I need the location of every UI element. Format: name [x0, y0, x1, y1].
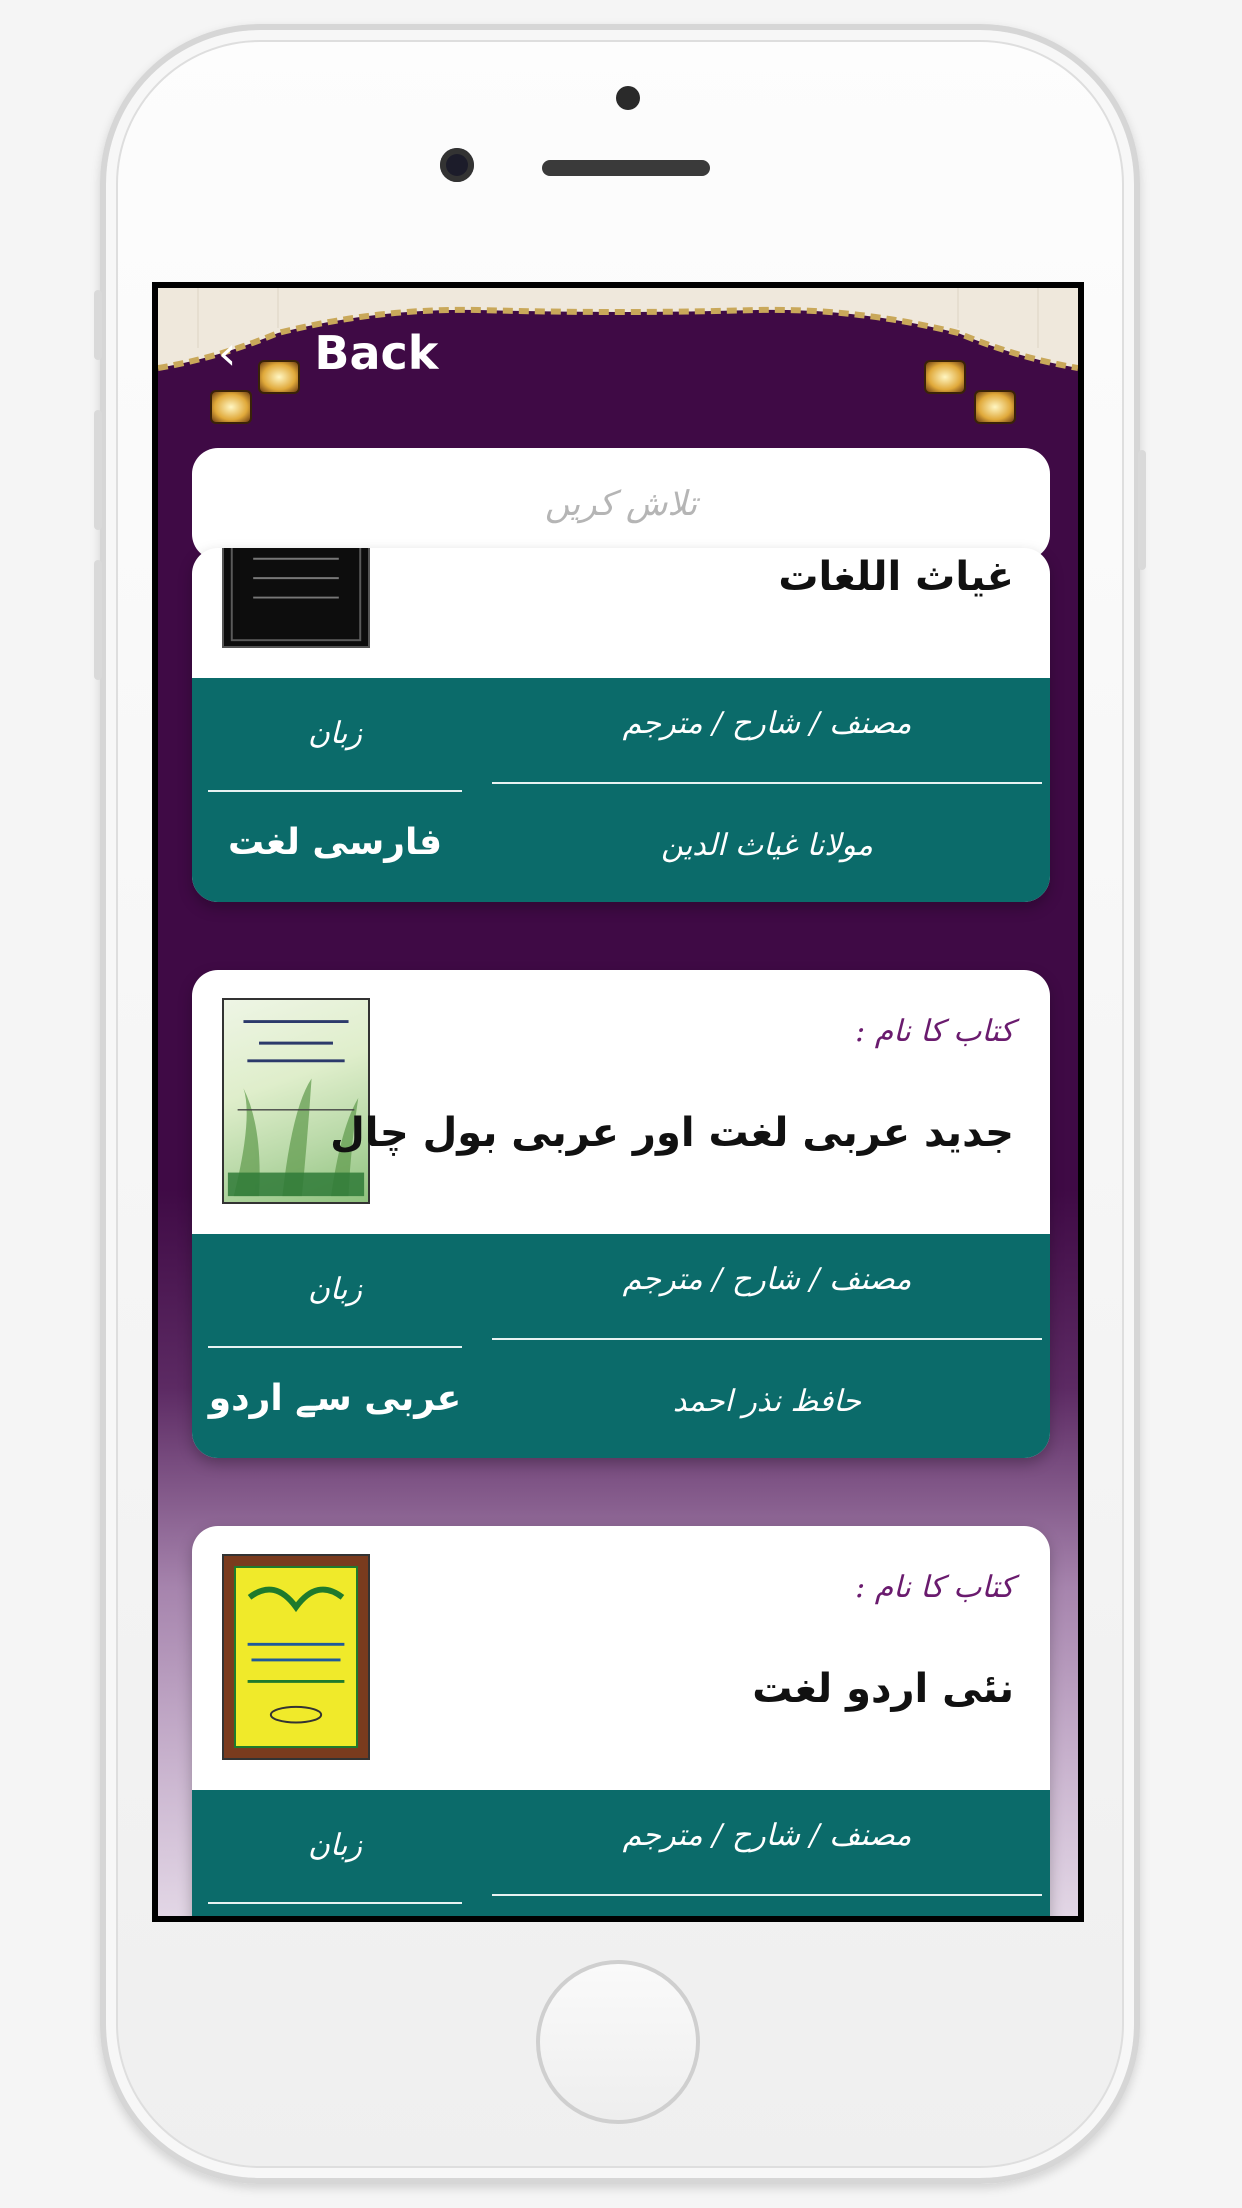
lantern-icon	[210, 390, 252, 424]
volume-down-button	[94, 560, 102, 680]
author-header: مصنف / شارح / مترجم	[622, 1818, 912, 1853]
chevron-left-icon: ‹	[218, 326, 237, 380]
language-column	[208, 1790, 462, 1916]
book-list[interactable]	[192, 554, 1050, 1916]
book-card-header	[192, 970, 1050, 1234]
language-header: زبان	[307, 1272, 362, 1307]
app-screen	[152, 282, 1084, 1922]
front-camera	[440, 148, 474, 182]
divider	[492, 1338, 1042, 1340]
author-header: مصنف / شارح / مترجم	[622, 1262, 912, 1297]
book-cover	[222, 548, 370, 648]
earpiece-speaker	[542, 160, 710, 176]
divider	[208, 1346, 462, 1348]
language-value: عربی سے اردو	[208, 1378, 462, 1419]
book-title: غیاث اللغات	[778, 554, 1014, 600]
volume-up-button	[94, 410, 102, 530]
divider	[492, 1894, 1042, 1896]
proximity-sensor	[616, 86, 640, 110]
language-header: زبان	[307, 716, 362, 751]
search-box[interactable]	[192, 448, 1050, 560]
search-input[interactable]	[233, 483, 1009, 525]
author-header: مصنف / شارح / مترجم	[622, 706, 912, 741]
book-card-header	[192, 548, 1050, 678]
language-header: زبان	[307, 1828, 362, 1863]
book-details	[192, 1790, 1050, 1916]
mute-switch	[94, 290, 102, 360]
book-details	[192, 678, 1050, 902]
divider	[208, 790, 462, 792]
book-cover	[222, 998, 370, 1204]
back-button[interactable]	[218, 326, 438, 380]
author-column	[492, 1790, 1042, 1916]
book-card[interactable]	[192, 548, 1050, 902]
author-name: مولانا غیاث الدین	[661, 828, 873, 863]
author-column	[492, 1234, 1042, 1458]
lantern-icon	[924, 360, 966, 394]
power-button	[1138, 450, 1146, 570]
book-card[interactable]	[192, 970, 1050, 1458]
divider	[208, 1902, 462, 1904]
book-details	[192, 1234, 1050, 1458]
book-card-header	[192, 1526, 1050, 1790]
book-cover	[222, 1554, 370, 1760]
language-column	[208, 1234, 462, 1458]
book-title: نئی اردو لغت	[752, 1666, 1014, 1712]
back-label: Back	[314, 326, 439, 380]
language-value: فارسی لغت	[227, 822, 443, 863]
author-name: حافظ نذر احمد	[672, 1384, 862, 1419]
divider	[492, 782, 1042, 784]
app-header	[158, 288, 1078, 458]
author-column	[492, 678, 1042, 902]
book-name-label: کتاب کا نام :	[855, 1570, 1014, 1605]
book-name-label: کتاب کا نام :	[855, 1014, 1014, 1049]
home-button[interactable]	[536, 1960, 700, 2124]
book-card[interactable]	[192, 1526, 1050, 1916]
lantern-icon	[974, 390, 1016, 424]
language-column	[208, 678, 462, 902]
book-title: جدید عربی لغت اور عربی بول چال	[330, 1110, 1014, 1156]
